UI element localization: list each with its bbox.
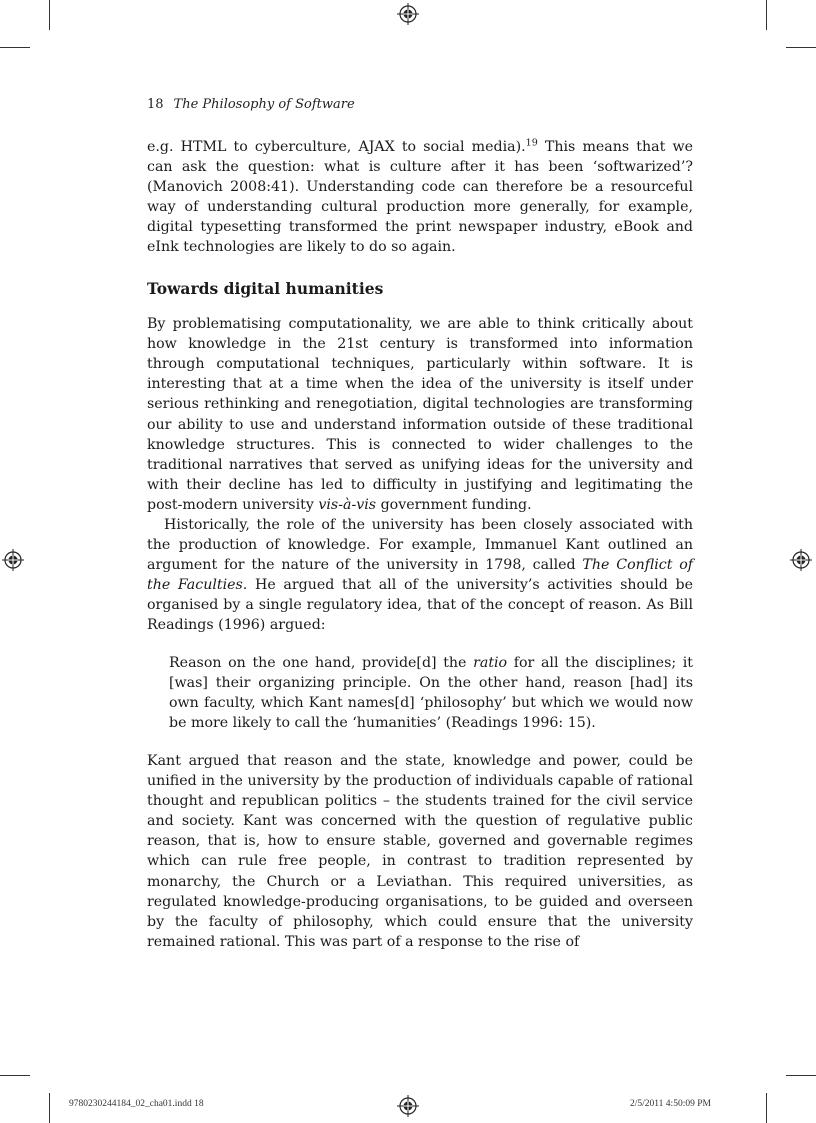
paragraph-continued [147,137,693,257]
italic-phrase: vis-à-vis [318,496,377,513]
crop-mark-bottom-right [766,1093,767,1123]
slug-file-name: 9780230244184_02_cha01.indd 18 [69,1099,204,1109]
crop-mark-bottom-left [49,1093,50,1123]
footnote-reference: 19 [525,137,538,149]
paragraph-text: government funding. [376,496,532,513]
book-title-italic: The Conflict of the Faculties [147,556,693,593]
running-head [147,97,355,112]
crop-mark-left-bottom [0,1075,30,1076]
paragraph-text: By problematising computationality, we are able to think critically about how knowledge in the 21st century is transformed into information through computational techniques, particularly within software. It is interesting that at a time when the idea of the university is itself under serious rethinking and renegotiation, digital technologies are transforming our ability to use and understand information outside of these traditional knowledge structures. This is connected to wider challenges to the traditional narratives that served as unifying ideas for the university and with their decline has led to difficulty in justifying and legitimating the post-modern university [147,316,693,513]
paragraph-text: . He argued that all of the university’s activities should be organised by a single regulatory idea, that of the concept of reason. As Bill Readings (1996) argued: [147,576,693,633]
quote-text: Reason on the one hand, provide[d] the [169,655,474,672]
slug-timestamp: 2/5/2011 4:50:09 PM [630,1099,711,1109]
block-quote [169,653,693,733]
paragraph-text: e.g. HTML to cyberculture, AJAX to social media). [147,139,526,155]
italic-word: ratio [473,655,508,672]
crop-mark-top-left [49,0,50,30]
section-heading: Towards digital humanities [147,279,384,299]
paragraph [147,515,693,635]
page-number: 18 [147,97,164,112]
crop-mark-right-top [786,47,816,48]
quote-text: for all the disciplines; it [was] their organizing principle. On the other hand, reason [had] its own faculty, which Kant names[d] ‘philosophy’ but which we would now be more likely to call the ‘humanities’ (Readings 1996: 15). [169,655,693,732]
crop-mark-right-bottom [786,1075,816,1076]
paragraph: Kant argued that reason and the state, knowledge and power, could be unified in the university by the production of individuals capable of rational thought and republican politics – the students trained for the civil service and society. Kant was concerned with the question of regulative public reason, that is, how to ensure stable, governed and governable regimes which can rule free people, in contrast to tradition represented by monarchy, the Church or a Leviathan. This required universities, as regulated knowledge-producing organisations, to be guided and overseen by the faculty of philosophy, which could ensure that the university remained rational. This was part of a response to the rise of [147,753,693,950]
registration-mark-icon-top [397,3,419,25]
paragraph-text: This means that we can ask the question: what is culture after it has been ‘softwarized’? (Manovich 2008:41). Understanding code can therefore be a resourceful way of understanding cultural production more generally, for example, digital typesetting transformed the print newspaper industry, eBook and eInk technologies are likely to do so again. [147,139,693,256]
text-block [147,137,693,952]
paragraph [147,314,693,514]
registration-mark-icon-bottom [397,1095,419,1117]
crop-mark-top-right [766,0,767,30]
paragraph-text: Historically, the role of the university has been closely associated with the production of knowledge. For example, Immanuel Kant outlined an argument for the nature of the university in 1798, called [147,516,693,573]
registration-mark-icon-right [790,549,812,571]
book-title: The Philosophy of Software [173,97,355,112]
crop-mark-left-top [0,47,30,48]
registration-mark-icon-left [2,549,24,571]
